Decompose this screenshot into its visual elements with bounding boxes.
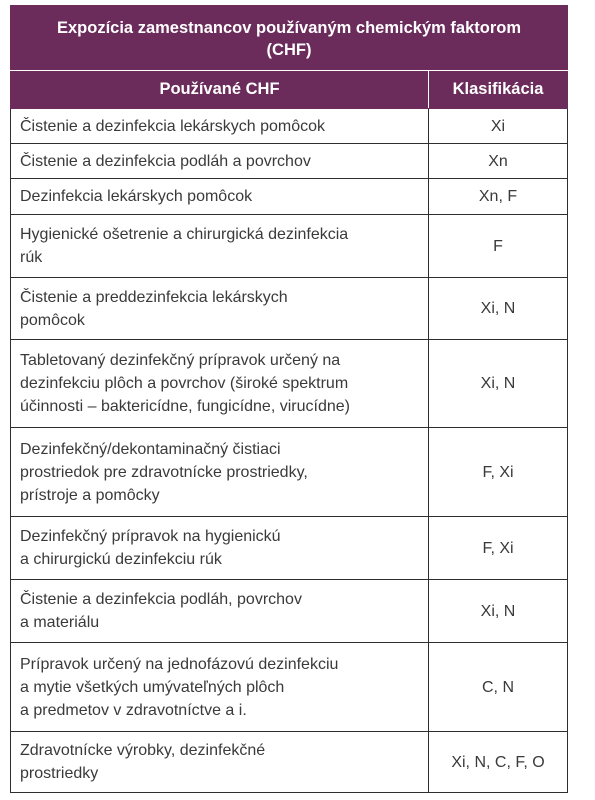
table-row xyxy=(11,340,568,428)
row-classification: Xn xyxy=(429,144,568,179)
row-classification: Xi, N xyxy=(429,580,568,643)
row-classification: F, Xi xyxy=(429,517,568,580)
table-row xyxy=(11,144,568,179)
row-chf-name: Čistenie a dezinfekcia podláh a povrchov xyxy=(11,144,429,179)
row-chf-name: Tabletovaný dezinfekčný prípravok určený na dezinfekciu plôch a povrchov (široké spektrum účinnosti – baktericídne, fungicídne, virucídne) xyxy=(11,340,429,428)
table-row xyxy=(11,109,568,144)
chf-exposure-table-container xyxy=(10,5,567,793)
row-classification: Xn, F xyxy=(429,179,568,215)
row-classification: Xi, N, C, F, O xyxy=(429,732,568,793)
column-header-classification: Klasifikácia xyxy=(429,71,568,109)
table-title-row xyxy=(11,6,568,71)
row-classification: C, N xyxy=(429,643,568,732)
table-row xyxy=(11,643,568,732)
row-chf-name: Hygienické ošetrenie a chirurgická dezinfekcia rúk xyxy=(11,215,429,278)
table-title xyxy=(11,6,568,71)
table-row xyxy=(11,732,568,793)
row-classification: Xi xyxy=(429,109,568,144)
table-row xyxy=(11,278,568,340)
row-chf-name: Čistenie a preddezinfekcia lekárskych pomôcok xyxy=(11,278,429,340)
column-header-used-chf: Používané CHF xyxy=(11,71,429,109)
table-row xyxy=(11,580,568,643)
row-chf-name: Čistenie a dezinfekcia podláh, povrchov a materiálu xyxy=(11,580,429,643)
row-chf-name: Dezinfekčný prípravok na hygienickú a chirurgickú dezinfekciu rúk xyxy=(11,517,429,580)
row-chf-name: Prípravok určený na jednofázovú dezinfekciu a mytie všetkých umývateľných plôch a predmetov v zdravotníctve a i. xyxy=(11,643,429,732)
row-classification: F xyxy=(429,215,568,278)
table-row xyxy=(11,215,568,278)
row-chf-name: Dezinfekčný/dekontaminačný čistiaci prostriedok pre zdravotnícke prostriedky, prístroje a pomôcky xyxy=(11,428,429,517)
table-row xyxy=(11,517,568,580)
row-classification: Xi, N xyxy=(429,278,568,340)
row-chf-name: Dezinfekcia lekárskych pomôcok xyxy=(11,179,429,215)
row-classification: Xi, N xyxy=(429,340,568,428)
table-header-row xyxy=(11,71,568,109)
table-title-line-1: Expozícia zamestnancov používaným chemickým faktorom xyxy=(57,19,521,37)
row-chf-name: Čistenie a dezinfekcia lekárskych pomôcok xyxy=(11,109,429,144)
table-row xyxy=(11,428,568,517)
chf-exposure-table xyxy=(10,5,568,793)
row-chf-name: Zdravotnícke výrobky, dezinfekčné prostriedky xyxy=(11,732,429,793)
table-row xyxy=(11,179,568,215)
table-title-line-2: (CHF) xyxy=(266,41,312,59)
row-classification: F, Xi xyxy=(429,428,568,517)
